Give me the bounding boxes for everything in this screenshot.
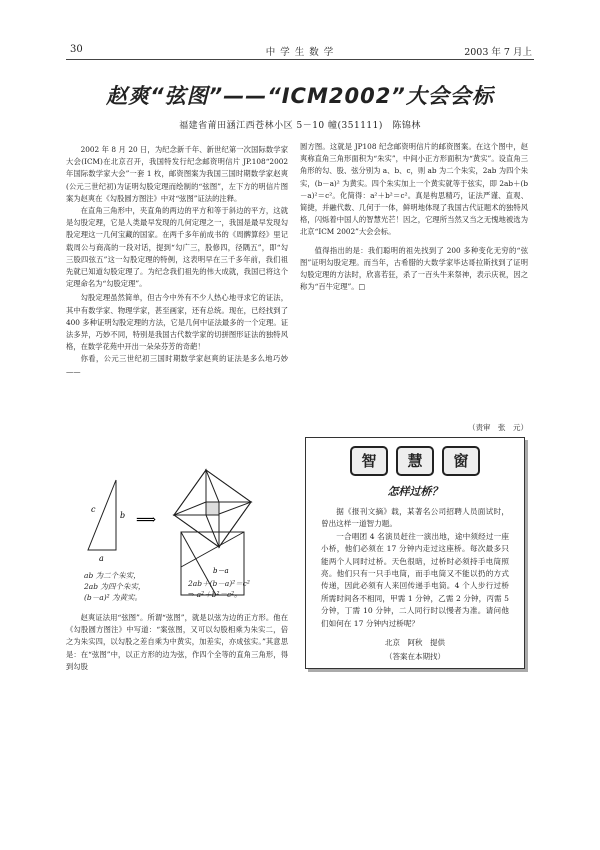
journal-title: 中 学 生 数 学 — [265, 47, 335, 58]
left-column — [66, 144, 288, 378]
article-title: 赵爽“弦图”——“ICM2002”大会会标 — [106, 84, 494, 108]
puzzle-source: 北京 阿秋 提供 — [385, 638, 445, 647]
wisdom-window-badge — [306, 446, 524, 476]
badge-char: 慧 — [396, 446, 434, 476]
triangle-2 — [219, 502, 251, 547]
caption-line: ab 为二个朱实， — [84, 571, 141, 580]
paragraph: 一合唱团 4 名演员赶往一演出地，途中须经过一座小桥，他们必须在 17 分钟内走过这座桥。每次最多只能两个人同时过桥。天色很暗，过桥时必须持手电筒照亮。他们只有一只手电筒，而手电筒又不能以扔的方式传递，因此必须有人来回传递手电筒。4 个人步行过桥所需时间各不相同，甲需 1 分钟，乙需 2 分钟，丙需 5 分钟，丁需 10 分钟，二人同行时以慢者为准。请问他们如何在 17 分钟内过桥呢？ — [321, 531, 509, 628]
label-b-minus-a: b－a — [213, 567, 229, 575]
answer-note: （答案在本期找） — [385, 652, 445, 661]
editor-note: （责审 张 元） — [468, 423, 528, 432]
badge-char: 智 — [350, 446, 388, 476]
right-column — [300, 141, 528, 293]
right-triangle — [88, 480, 116, 550]
triangle-4 — [174, 470, 206, 515]
triangle-1 — [206, 470, 251, 502]
paragraph: 赵爽证法用“弦图”。所谓“弦图”，就是以弦为边的正方形。他在《勾股圆方图注》中写道：“案弦图，又可以勾股相乘为朱实二，倍之为朱实四，以勾股之差自乘为中黄实，加差实，亦成弦实。”其意思是：在“弦图”中，以正方形的边为弦，作四个全等的直角三角形，得到勾股 — [66, 613, 288, 671]
caption-right — [188, 578, 250, 600]
badge-char: 窗 — [442, 446, 480, 476]
puzzle-body — [321, 506, 509, 630]
caption-line: 2ab 为四个朱实， — [84, 582, 146, 591]
issue-date: 2003 年 7 月上 — [464, 47, 532, 58]
formula-line: ⇒ a²＋b²＝c²。 — [188, 590, 242, 599]
puzzle-box — [305, 437, 525, 669]
caption-line: (b－a)² 为黄实。 — [84, 593, 143, 602]
label-b: b — [120, 511, 126, 520]
arrow-icon: ⟹ — [136, 512, 157, 528]
left-column-bottom — [66, 612, 288, 673]
label-a: a — [99, 554, 104, 563]
paragraph: 圆方图。这就是 JP108 纪念邮资明信片的邮资图案。在这个图中，赵爽称直角三角形面积为“朱实”，中间小正方形面积为“黄实”。设直角三角形的勾、股、弦分别为 a、b、c，则 ab 为二个朱实，2ab 为四个朱实，(b－a)² 为黄实。四个朱实加上一个黄实就等于弦实，即 2ab＋(b－a)²＝c²。化简得：a²＋b²＝c²。真是构思精巧，证法严谨、直观、简捷，并融代数、几何于一体，鲜明地体现了我国古代证题术的独特风格，闪烁着中国人的智慧光芒！因之，它理所当然又当之无愧地被选为北京“ICM 2002”大会会标。 — [300, 142, 528, 237]
caption-left — [84, 570, 145, 603]
paragraph: 2002 年 8 月 20 日，为纪念新千年、新世纪第一次国际数学家大会(ICM)在北京召开，我国特发行纪念邮资明信片 JP.108“2002 年国际数学家大会”一套 1 枚，邮资图案为我国三国时期数学家赵爽(公元三世纪初)为证明勾股定理而绘制的“弦图”，左下方的明信片图案为赵爽在《勾股圆方图注》中对“弦图”证法的注释。 — [66, 145, 288, 203]
puzzle-question-title: 怎样过桥？ — [387, 485, 443, 498]
paragraph: 在直角三角形中，夹直角的两边的平方和等于斜边的平方，这就是勾股定理，它是人类最早发现的几何定理之一，我国是最早发现勾股定理这一几何宝藏的国家。在两千多年前成书的《周髀算经》里记载周公与商高的一段对话，提到“勾广三，股修四，径隅五”，即“勾三股四弦五”这一勾股定理的特例，这表明早在三千多年前，我们祖先就已知道勾股定理了。为纪念我们祖先的伟大成就，我国已将这个定理命名为“勾股定理”。 — [66, 206, 288, 289]
xian-figure — [66, 462, 288, 614]
paragraph: 值得指出的是：我们聪明的祖先找到了 200 多种变化无穷的“弦图”证明勾股定理。而当年，古希腊的大数学家毕达哥拉斯找到了证明勾股定理的方法时，欣喜若狂，杀了一百头牛来祭神，表示庆祝，因之称为“百牛定理”。□ — [300, 245, 528, 292]
paragraph: 你看，公元三世纪初三国时期数学家赵爽的证法是多么地巧妙—— — [66, 354, 288, 376]
article-author: 福建省莆田涵江西苍林小区 5－10 幢(351111) 陈锦林 — [179, 121, 421, 131]
yellow-square — [206, 502, 219, 515]
header-rule — [66, 59, 534, 60]
page-number: 30 — [70, 44, 83, 55]
paragraph: 据《报刊文摘》载，某著名公司招聘人员面试时，曾出这样一道智力题。 — [321, 507, 509, 529]
formula-line: 2ab＋(b－a)²＝c² — [188, 579, 250, 588]
label-c: c — [91, 505, 96, 514]
paragraph: 勾股定理虽然简单，但古今中外有不少人热心地寻求它的证法，其中有数学家、物理学家，甚至画家，还有总统。现在，已经找到了 400 多种证明勾股定理的方法，它是几何中证法最多的一个定理。证法多异，巧妙不同，特别是我国古代数学家的切拼图形证法的独特风格，在数学花苑中开出一朵朵芬芳的奇葩！ — [66, 293, 288, 352]
